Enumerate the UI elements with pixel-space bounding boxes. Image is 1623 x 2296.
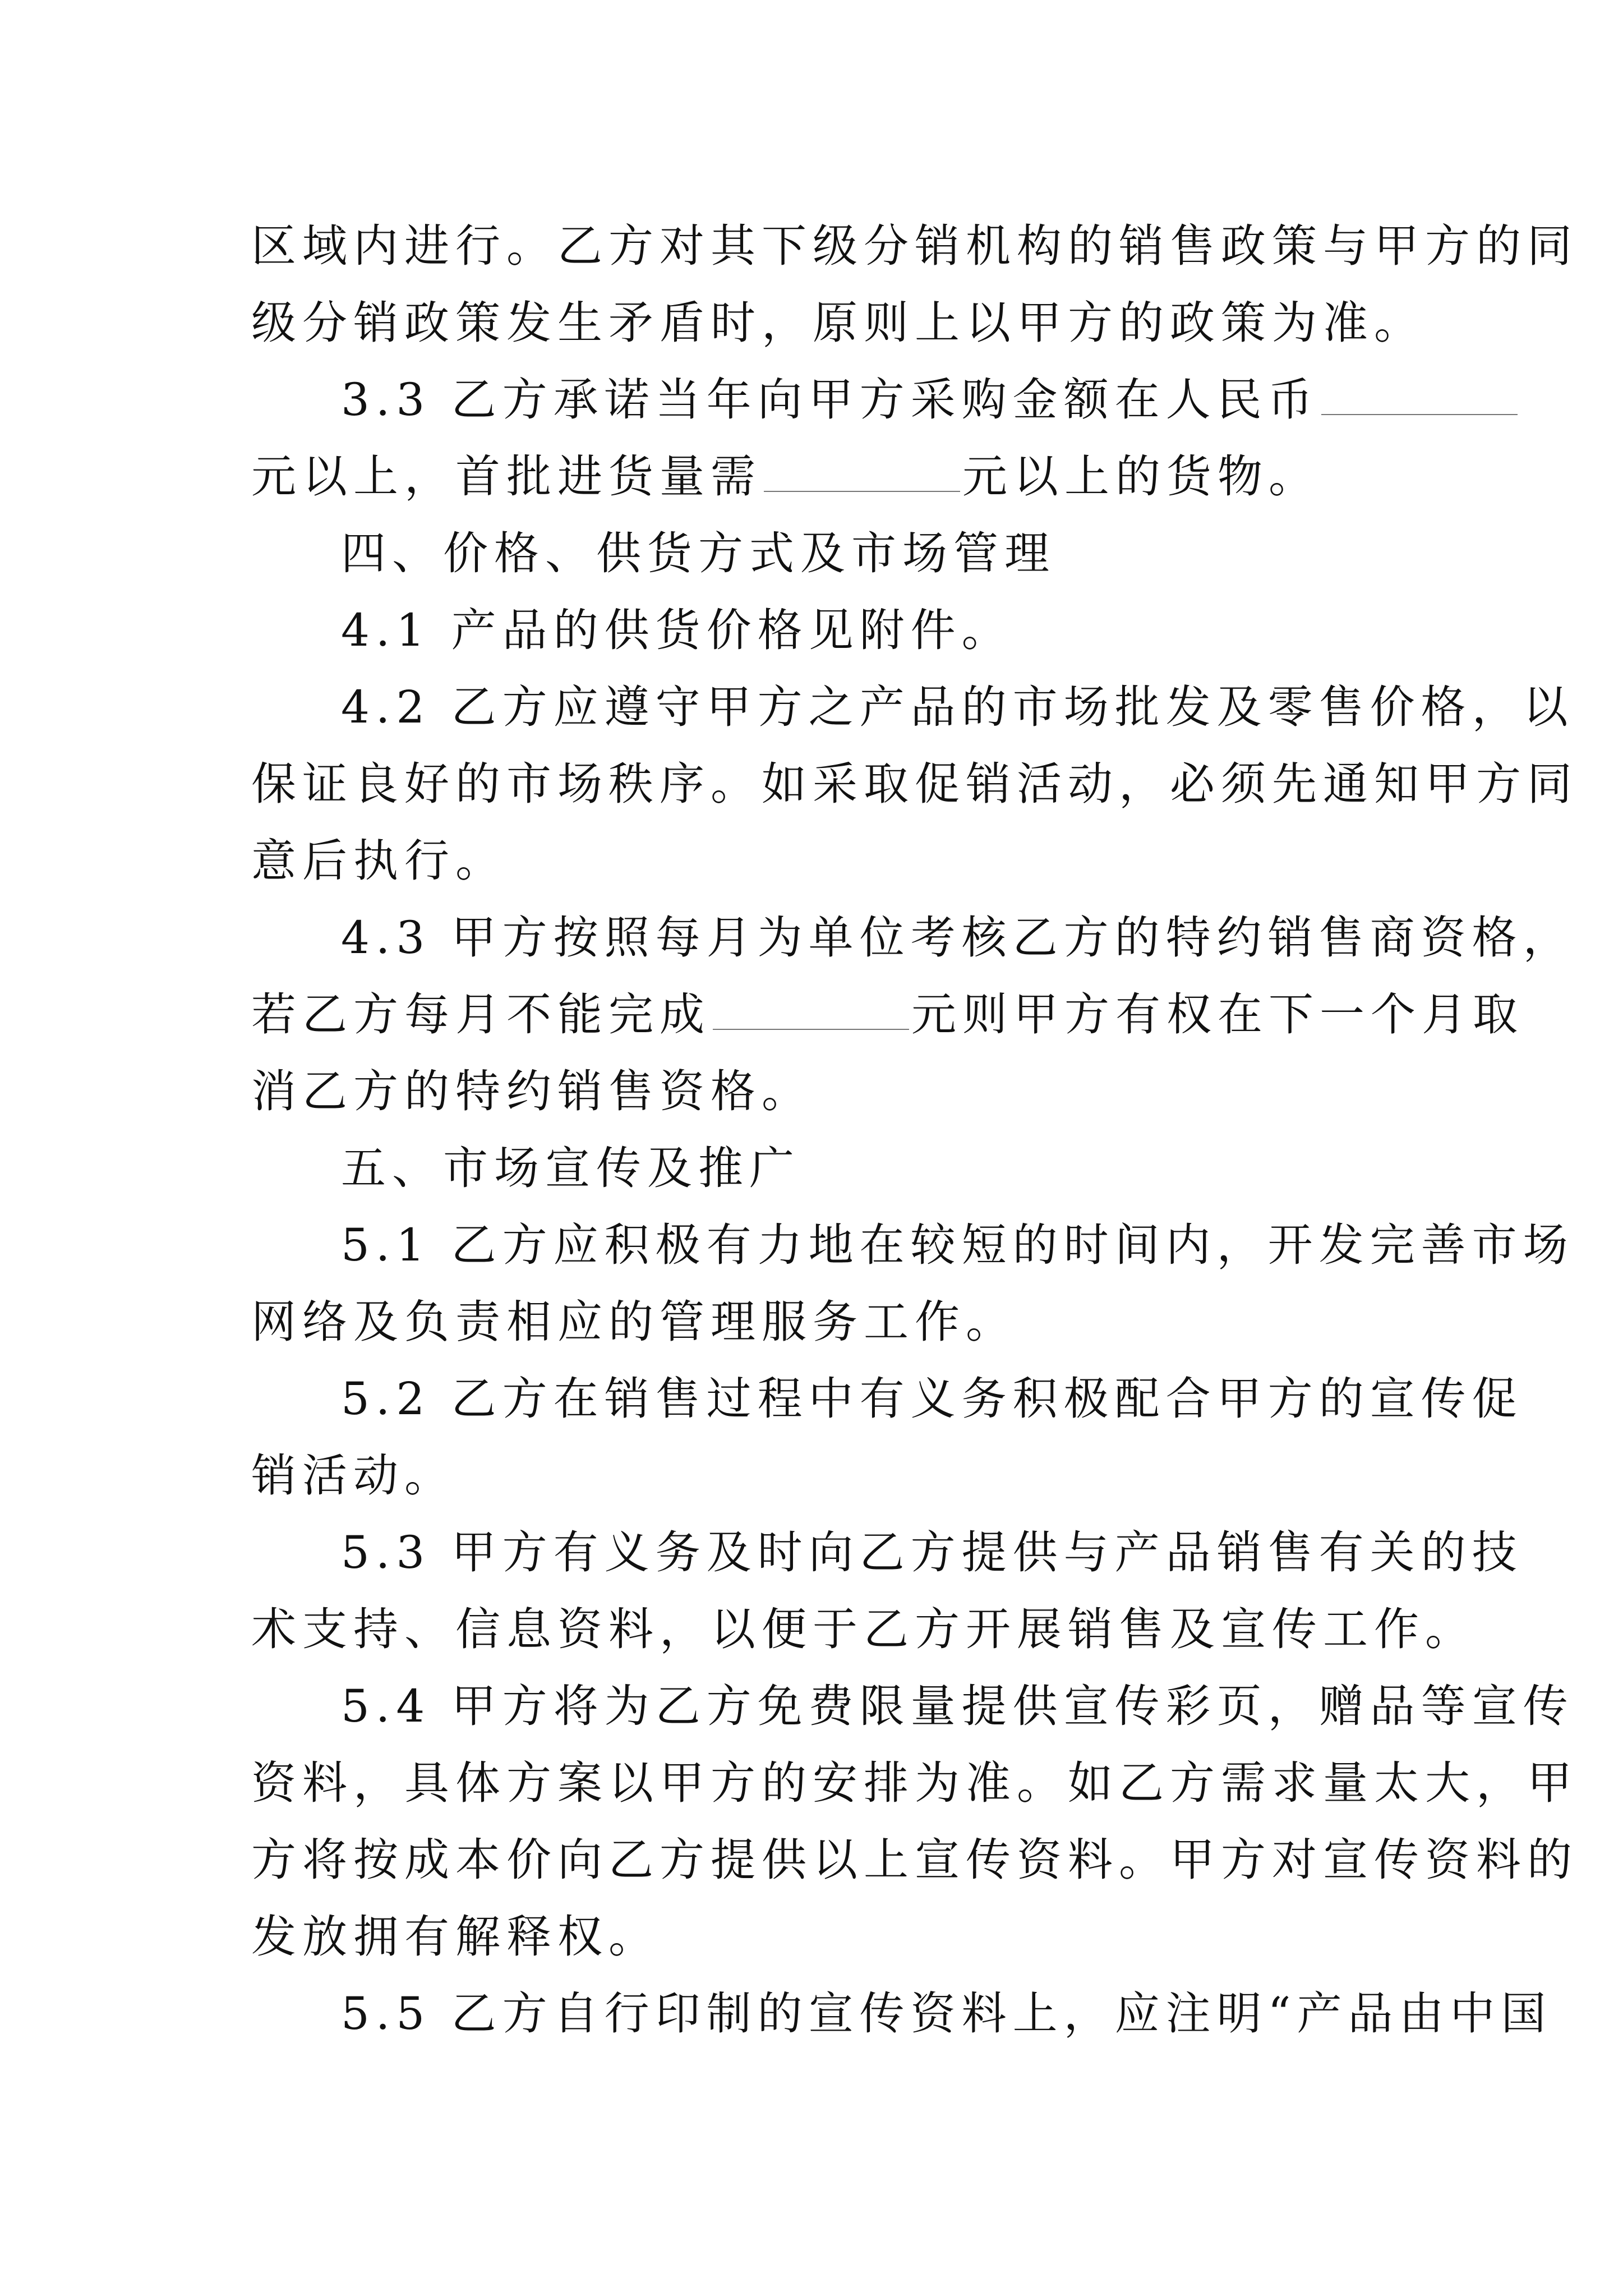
- text-line: 区域内进行。乙方对其下级分销机构的销售政策与甲方的同: [251, 220, 1578, 272]
- clause-4-2: 4.2 乙方应遵守甲方之产品的市场批发及零售价格，以: [341, 681, 1574, 733]
- text-line: 术支持、信息资料，以便于乙方开展销售及宣传工作。: [251, 1603, 1476, 1655]
- text-line: 销活动。: [251, 1450, 455, 1502]
- section-heading-5: 五、市场宣传及推广: [341, 1142, 800, 1194]
- text-line: 保证良好的市场秩序。如采取促销活动，必须先通知甲方同: [251, 758, 1578, 810]
- clause-4-3: 4.3 甲方按照每月为单位考核乙方的特约销售商资格，: [341, 912, 1574, 964]
- text-line: 方将按成本价向乙方提供以上宣传资料。甲方对宣传资料的: [251, 1834, 1578, 1886]
- fill-blank: [1321, 374, 1518, 415]
- clause-4-1: 4.1 产品的供货价格见附件。: [341, 604, 1013, 656]
- text-line: 若乙方每月不能完成 元则甲方有权在下一个月取: [251, 988, 1524, 1041]
- section-heading-4: 四、价格、供货方式及市场管理: [341, 527, 1055, 579]
- clause-5-2: 5.2 乙方在销售过程中有义务积极配合甲方的宣传促: [341, 1373, 1523, 1425]
- fill-blank: [713, 988, 909, 1030]
- clause-5-3: 5.3 甲方有义务及时向乙方提供与产品销售有关的技: [341, 1526, 1523, 1579]
- text-line: 意后执行。: [251, 835, 506, 887]
- text-line: 级分销政策发生矛盾时，原则上以甲方的政策为准。: [251, 297, 1425, 349]
- clause-3-3: 3.3 乙方承诺当年向甲方采购金额在人民币: [251, 361, 1384, 438]
- clause-5-1: 5.1 乙方应积极有力地在较短的时间内，开发完善市场: [341, 1219, 1574, 1271]
- text-line: 元以上，首批进货量需 元以上的货物。: [251, 450, 1320, 503]
- text-line: 消乙方的特约销售资格。: [251, 1065, 813, 1117]
- text-line: 网络及负责相应的管理服务工作。: [251, 1296, 1017, 1348]
- fill-blank: [764, 450, 960, 492]
- text-line: 发放拥有解释权。: [251, 1911, 660, 1963]
- clause-5-5: 5.5 乙方自行印制的宣传资料上，应注明“产品由中国: [341, 1987, 1552, 2040]
- text-line: 资料，具体方案以甲方的安排为准。如乙方需求量太大，甲: [251, 1757, 1578, 1809]
- document-body: [251, 208, 1578, 2052]
- clause-5-4: 5.4 甲方将为乙方免费限量提供宣传彩页，赠品等宣传: [341, 1680, 1574, 1732]
